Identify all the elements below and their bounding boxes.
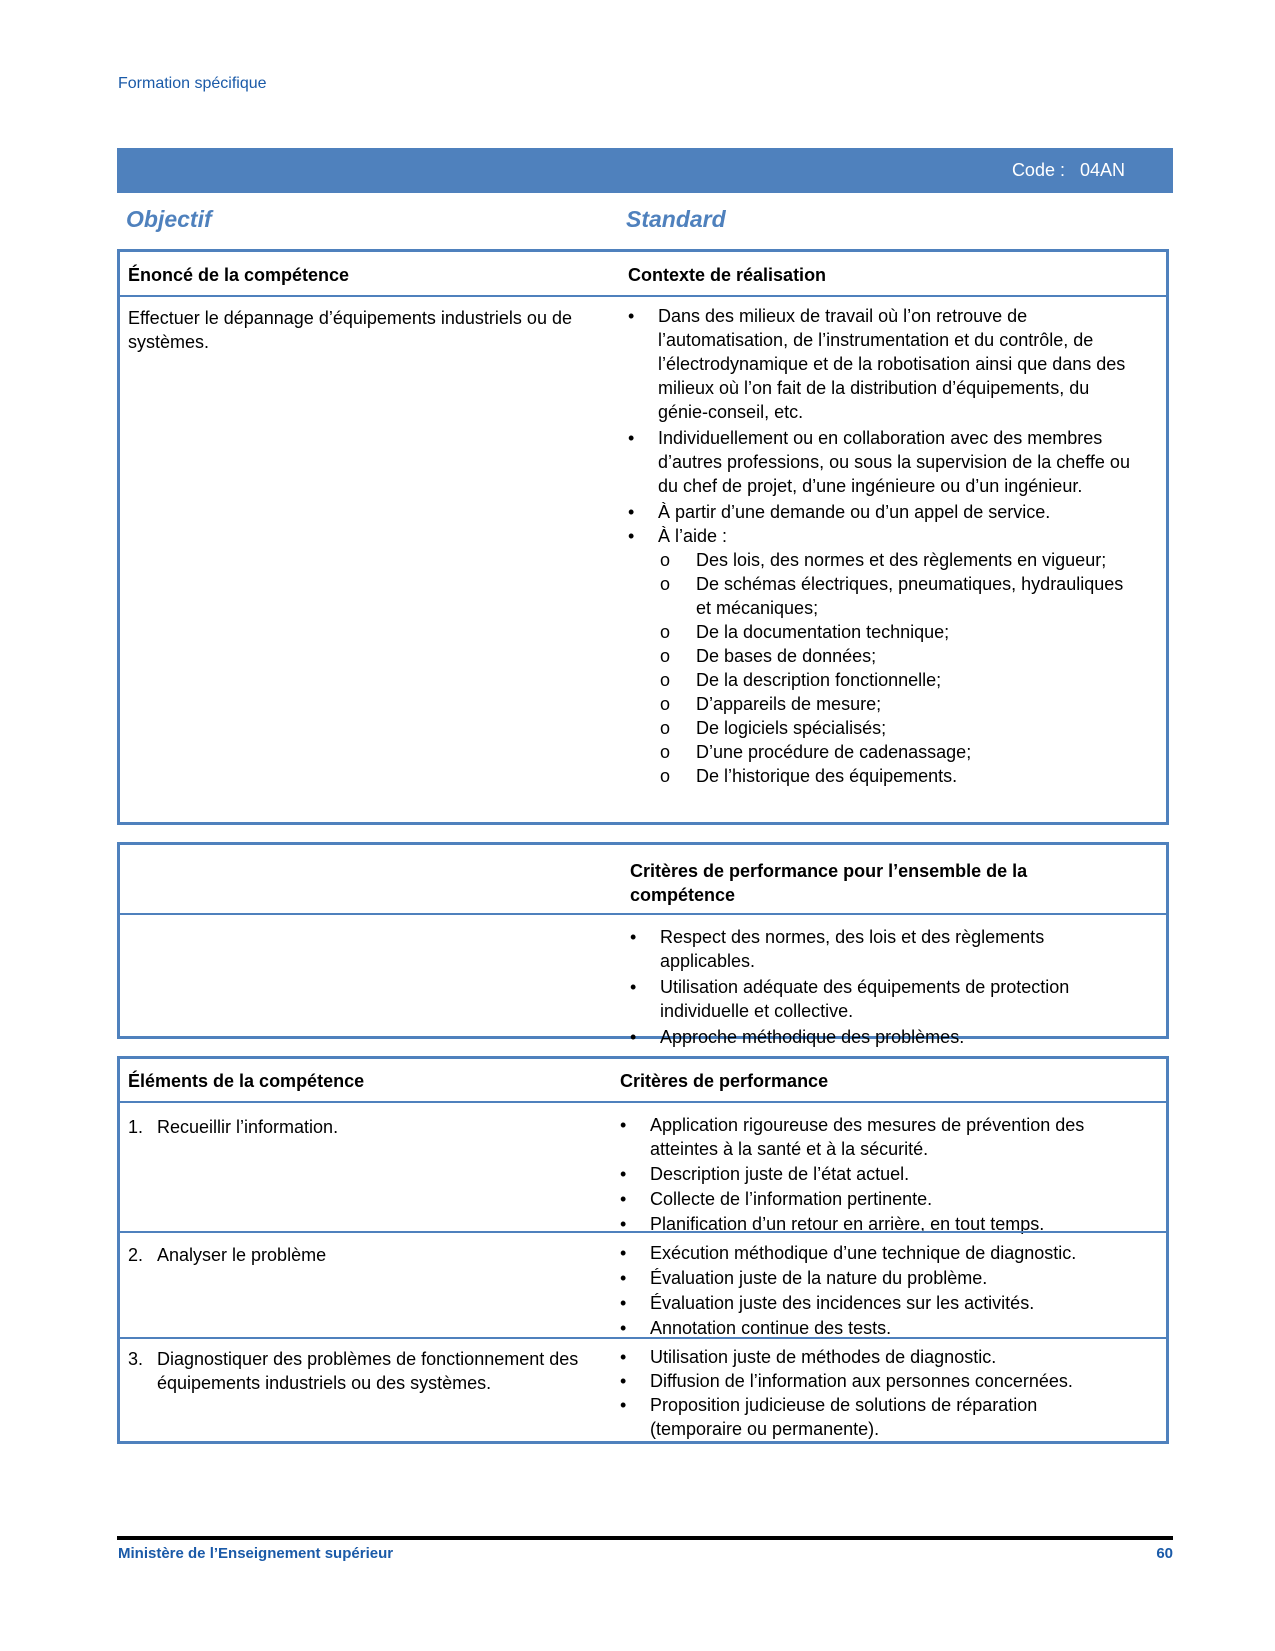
aide-label: À l’aide : [658, 526, 728, 546]
list-item: • Diffusion de l’information aux personnes concernées. [620, 1369, 1120, 1393]
list-item: o Des lois, des normes et des règlements en vigueur; [658, 548, 1133, 572]
enonce-header: Énoncé de la compétence [128, 265, 350, 285]
criteres-ensemble-box [117, 842, 1169, 1047]
list-item [628, 524, 1133, 788]
element-text: Analyser le problème [157, 1245, 327, 1265]
list-item: • Dans des milieux de travail où l’on retrouve de l’automatisation, de l’instrumentation et du contrôle, de l’électrodynamique et de la robotisation ainsi que dans des milieux où l’on fait de la distribution d’équipements, du génie-conseil, etc. [628, 304, 1133, 424]
list-item: o De la documentation technique; [658, 620, 1133, 644]
element-row-3 [120, 1337, 1166, 1443]
list-item: • Évaluation juste de la nature du problème. [620, 1266, 1120, 1290]
element-row-1 [120, 1103, 1166, 1234]
list-item: • Planification d’un retour en arrière, en tout temps. [620, 1212, 1120, 1236]
list-item: • Proposition judicieuse de solutions de réparation (temporaire ou permanente). [620, 1393, 1120, 1441]
objectif-heading: Objectif [126, 206, 212, 232]
competence-header-row [120, 252, 1166, 297]
list-item: • Annotation continue des tests. [620, 1316, 1120, 1340]
list-item: o D’appareils de mesure; [658, 692, 1133, 716]
list-item: o De l’historique des équipements. [658, 764, 1133, 788]
list-item: • Individuellement ou en collaboration avec des membres d’autres professions, ou sous la supervision de la cheffe ou du chef de projet, d’une ingénieure ou d’un ingénieur. [628, 426, 1133, 498]
criteria-list [620, 1113, 1120, 1236]
list-item: o De bases de données; [658, 644, 1133, 668]
criteres-ensemble-header-row [120, 845, 1166, 915]
list-item: • Description juste de l’état actuel. [620, 1162, 1120, 1186]
element-number: 3. [128, 1349, 144, 1369]
elements-right-header: Critères de performance [620, 1071, 829, 1091]
contexte-list [628, 304, 1133, 788]
list-item: • Évaluation juste des incidences sur les activités. [620, 1291, 1120, 1315]
element-text: Recueillir l’information. [157, 1117, 339, 1137]
list-item: o De la description fonctionnelle; [658, 668, 1133, 692]
contexte-header: Contexte de réalisation [628, 265, 827, 285]
elements-box [117, 1056, 1169, 1444]
list-item: • Collecte de l’information pertinente. [620, 1187, 1120, 1211]
list-item: • Approche méthodique des problèmes. [630, 1025, 1130, 1049]
list-item: • Utilisation adéquate des équipements de protection individuelle et collective. [630, 975, 1130, 1023]
criteres-ensemble-list [630, 925, 1130, 1049]
list-item: • Utilisation juste de méthodes de diagnostic. [620, 1345, 1120, 1369]
list-item: o De logiciels spécialisés; [658, 716, 1133, 740]
page-number: 60 [1156, 1545, 1173, 1562]
element-row-2 [120, 1231, 1166, 1339]
competence-box [117, 249, 1169, 825]
competence-code: Code : 04AN [1011, 160, 1125, 180]
header-title: Formation spécifique [118, 75, 267, 92]
list-item: o De schémas électriques, pneumatiques, hydrauliques et mécaniques; [658, 572, 1133, 620]
elements-header-row [120, 1059, 1166, 1103]
list-item: o D’une procédure de cadenassage; [658, 740, 1133, 764]
footer-ministry: Ministère de l’Enseignement supérieur [118, 1545, 394, 1562]
enonce-text: Effectuer le dépannage d’équipements industriels ou de systèmes. [128, 308, 572, 352]
criteres-ensemble-header: Critères de performance pour l’ensemble de la compétence [630, 861, 1028, 905]
element-label [128, 1115, 598, 1139]
list-item: • Exécution méthodique d’une technique de diagnostic. [620, 1241, 1120, 1265]
element-number: 1. [128, 1117, 144, 1137]
element-label [128, 1347, 598, 1395]
list-item: • Respect des normes, des lois et des règlements applicables. [630, 925, 1130, 973]
element-number: 2. [128, 1245, 144, 1265]
list-item: • À partir d’une demande ou d’un appel de service. [628, 500, 1133, 524]
code-bar [117, 148, 1173, 193]
criteria-list [620, 1241, 1120, 1340]
standard-heading: Standard [626, 206, 726, 232]
aide-sublist [658, 548, 1133, 788]
elements-left-header: Éléments de la compétence [128, 1071, 365, 1091]
element-text: Diagnostiquer des problèmes de fonctionnement des équipements industriels ou des systèmes. [157, 1349, 579, 1393]
list-item: • Application rigoureuse des mesures de prévention des atteintes à la santé et à la sécurité. [620, 1113, 1120, 1161]
footer-rule [117, 1536, 1173, 1540]
element-label [128, 1243, 598, 1267]
criteria-list [620, 1345, 1120, 1441]
